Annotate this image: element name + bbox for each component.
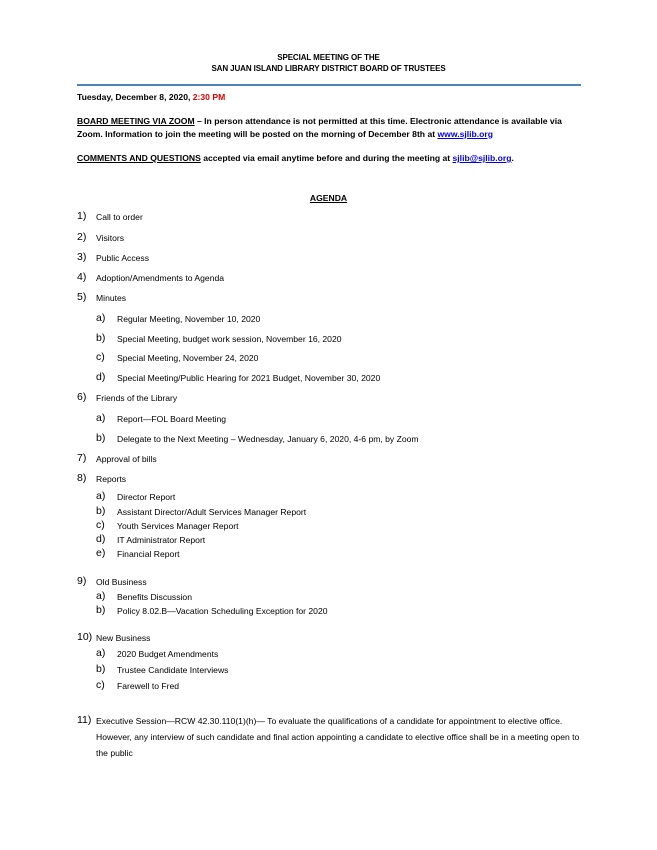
agenda-item-old-business: Old Business [96, 577, 147, 587]
new-business-subitem: Farewell to Fred [117, 681, 180, 691]
subitem-letter: c) [96, 351, 105, 363]
agenda-item-minutes: Minutes [96, 293, 127, 303]
item-number: 3) [77, 251, 87, 263]
reports-subitem: Youth Services Manager Report [117, 521, 239, 531]
agenda-item-public-access: Public Access [96, 253, 150, 263]
subitem-letter: b) [96, 505, 106, 517]
reports-subitem: Assistant Director/Adult Services Manager Report [117, 507, 307, 517]
item-number: 2) [77, 231, 87, 243]
item-number: 9) [77, 575, 87, 587]
agenda-item-visitors: Visitors [96, 233, 125, 243]
title-line-2: SAN JUAN ISLAND LIBRARY DISTRICT BOARD OF TRUSTEES [211, 64, 446, 73]
subitem-letter: b) [96, 432, 106, 444]
email-link[interactable]: sjlib@sjlib.org [452, 153, 512, 163]
new-business-subitem: 2020 Budget Amendments [117, 649, 219, 659]
agenda-item-friends: Friends of the Library [96, 393, 178, 403]
title-line-1: SPECIAL MEETING OF THE [277, 53, 380, 62]
zoom-notice [77, 115, 587, 140]
old-business-subitem: Policy 8.02.B—Vacation Scheduling Exception for 2020 [117, 606, 328, 616]
subitem-letter: a) [96, 647, 106, 659]
reports-subitem: Financial Report [117, 549, 180, 559]
minutes-subitem: Regular Meeting, November 10, 2020 [117, 314, 261, 324]
subitem-letter: a) [96, 490, 106, 502]
item-number: 6) [77, 391, 87, 403]
item-number: 4) [77, 271, 87, 283]
new-business-subitem: Trustee Candidate Interviews [117, 665, 229, 675]
subitem-letter: d) [96, 533, 106, 545]
item-number: 8) [77, 472, 87, 484]
meeting-date: Tuesday, December 8, 2020, [77, 92, 191, 102]
reports-subitem: IT Administrator Report [117, 535, 206, 545]
item-number: 10) [77, 631, 93, 643]
minutes-subitem: Special Meeting, budget work session, November 16, 2020 [117, 334, 342, 344]
agenda-item-call-to-order: Call to order [96, 212, 143, 222]
agenda-item-reports: Reports [96, 474, 127, 484]
agenda-heading: AGENDA [309, 193, 348, 203]
subitem-letter: a) [96, 590, 106, 602]
zoom-notice-text: – In person attendance is not permitted at this time. Electronic attendance is available via Zoom. Information to join the meeting will be posted on the morning of December 8th at [77, 116, 562, 139]
minutes-subitem: Special Meeting, November 24, 2020 [117, 353, 259, 363]
reports-subitem: Director Report [117, 492, 176, 502]
minutes-subitem: Special Meeting/Public Hearing for 2021 Budget, November 30, 2020 [117, 373, 381, 383]
agenda-item-new-business: New Business [96, 633, 151, 643]
item-number: 7) [77, 452, 87, 464]
agenda-item-bills: Approval of bills [96, 454, 157, 464]
subitem-letter: a) [96, 312, 106, 324]
friends-subitem: Delegate to the Next Meeting – Wednesday, January 6, 2020, 4-6 pm, by Zoom [117, 434, 419, 444]
item-number: 5) [77, 291, 87, 303]
subitem-letter: c) [96, 679, 105, 691]
meeting-dateline [77, 92, 225, 102]
subitem-letter: b) [96, 332, 106, 344]
old-business-subitem: Benefits Discussion [117, 592, 192, 602]
comments-end: . [511, 153, 514, 163]
header-rule [77, 84, 581, 86]
agenda-item-adoption: Adoption/Amendments to Agenda [96, 273, 225, 283]
library-website-link[interactable]: www.sjlib.org [437, 128, 494, 139]
zoom-notice-heading: BOARD MEETING VIA ZOOM [77, 116, 195, 126]
comments-heading: COMMENTS AND QUESTIONS [77, 153, 201, 163]
friends-subitem: Report—FOL Board Meeting [117, 414, 227, 424]
subitem-letter: e) [96, 547, 106, 559]
comments-text: accepted via email anytime before and during the meeting at [200, 153, 453, 163]
subitem-letter: c) [96, 519, 105, 531]
agenda-item-executive-session: Executive Session—RCW 42.30.110(1)(h)— To evaluate the qualifications of a candidate for appointment to elective office. However, any interview of such candidate and final action appointing a candidate to elective office shall be in a meeting open to the public [96, 716, 580, 758]
meeting-time: 2:30 PM [192, 92, 226, 102]
subitem-letter: a) [96, 412, 106, 424]
item-number: 11) [77, 714, 92, 726]
subitem-letter: b) [96, 604, 106, 616]
subitem-letter: d) [96, 371, 106, 383]
item-number: 1) [77, 210, 87, 222]
comments-notice [77, 152, 587, 165]
subitem-letter: b) [96, 663, 106, 675]
